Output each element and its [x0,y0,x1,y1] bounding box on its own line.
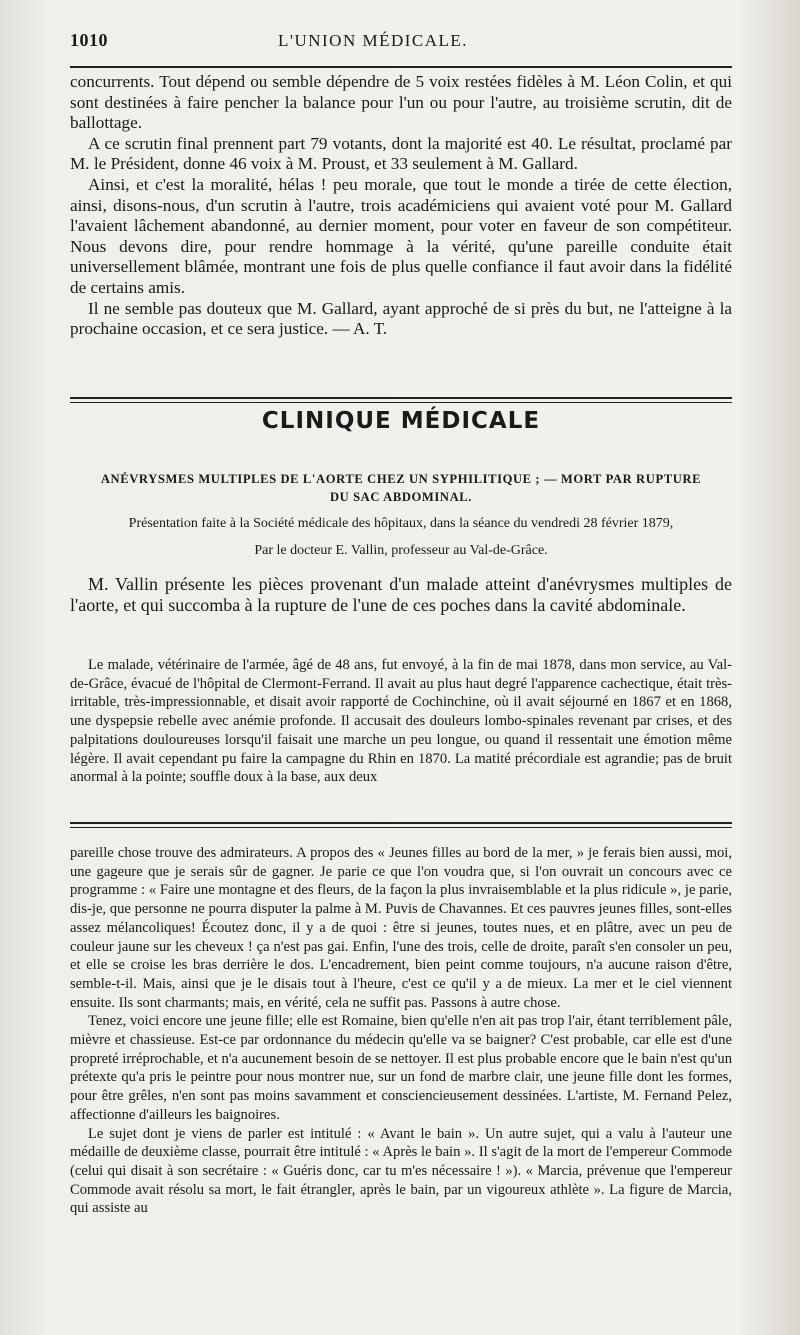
feuilleton-rule [70,822,732,828]
paragraph: Il ne semble pas douteux que M. Gallard, ayant approché de si près du but, ne l'atteigne à la prochaine occasion, et ce sera justice. — A. T. [70,298,732,339]
article-body [70,656,732,787]
paragraph: Ainsi, et c'est la moralité, hélas ! peu morale, que tout le monde a tirée de cette élection, ainsi, disons-nous, d'un scrutin à l'autre, trois académiciens qui avaient voté pour M. Gallard l'avaient lâchement abandonné, au dernier moment, pour voter en faveur de son compétiteur. Nous devons dire, pour rendre hommage à la vérité, qu'une pareille conduite était universellement blâmée, montrant une fois de plus quelle confiance il faut avoir dans la fidélité de certains amis. [70,174,732,297]
lead-paragraph: M. Vallin présente les pièces provenant d'un malade atteint d'anévrysmes multiples de l'aorte, et qui succomba à la rupture de l'une de ces poches dans la cavité abdominale. [70,574,732,615]
paragraph: Tenez, voici encore une jeune fille; elle est Romaine, bien qu'elle n'en ait pas trop l'air, étant terriblement pâle, mièvre et chassieuse. Est-ce par ordonnance du médecin qu'elle va se baigner? C'est probable, car elle est d'une propreté irréprochable, et n'a aucunement besoin de se nettoyer. Il est plus probable encore que le bain n'est qu'un prétexte qu'a pris le peintre pour nous montrer nue, sur un fond de marbre clair, une jeune fille dont les formes, pour être grêles, n'en sont pas moins savamment et consciencieusement dessinées. L'artiste, M. Fernand Pelez, affectionne d'ailleurs les baignoires. [70,1013,732,1123]
section-rule [70,397,732,403]
presentation-note: Présentation faite à la Société médicale des hôpitaux, dans la séance du vendredi 28 février 1879, [128,516,674,531]
article-title-line: DU SAC ABDOMINAL. [329,490,473,504]
paragraph: pareille chose trouve des admirateurs. A propos des « Jeunes filles au bord de la mer, » je ferais bien aussi, moi, une gageure que je serais sûr de gagner. Je parie ce que l'on voudra que, si l'on ouvrait un concours avec ce programme : « Faire une montagne et des fleurs, de la façon la plus invraisemblable et la plus ridicule », je parie, dis-je, que personne ne pourra disputer la palme à M. Puvis de Chavannes. Et ces pauvres jeunes filles, sont-elles assez mélancoliques! Écoutez donc, il y a de quoi : être si jeunes, toutes nues, et en plâtre, avec un peu de couleur jaune sur les cheveux ! ça n'est pas gai. Enfin, l'une des trois, celle de droite, paraît s'en consoler un peu, et elle se croise les bras derrière le dos. L'encadrement, bien peint comme toujours, n'a aucune raison d'être, semble-t-il. Mais, ainsi que je le disais tout à l'heure, c'est ce qu'il y a de mieux. La mer et le ciel viennent ensuite. Ils sont charmants; mais, en vérité, cela ne suffit pas. Passons à autre chose. [70,845,732,1011]
running-header [70,30,732,60]
article-title-line: ANÉVRYSMES MULTIPLES DE L'AORTE CHEZ UN SYPHILITIQUE ; — MORT PAR RUPTURE [100,472,702,486]
paragraph: Le sujet dont je viens de parler est intitulé : « Avant le bain ». Un autre sujet, qui a valu à l'auteur une médaille de deuxième classe, pourrait être intitulé : « Après le bain ». Il s'agit de la mort de l'empereur Commode (celui qui disait à son secrétaire : « Guéris donc, car tu m'es nécessaire ! »). « Marcia, prévenue que l'empereur Commode avait résolu sa mort, le fait étrangler, après le bain, par un vigoureux athlète ». La figure de Marcia, qui assiste au [70,1125,732,1217]
paragraph: A ce scrutin final prennent part 79 votants, dont la majorité est 40. Le résultat, proclamé par M. le Président, donne 46 voix à M. Proust, et 33 seulement à M. Gallard. [70,133,732,174]
article-title [70,470,732,506]
article-lead [70,574,732,615]
paragraph: Le malade, vétérinaire de l'armée, âgé de 48 ans, fut envoyé, à la fin de mai 1878, dans mon service, au Val-de-Grâce, évacué de l'hôpital de Clermont-Ferrand. Il avait au plus haut degré l'apparence cachectique, était très-irritable, très-impressionnable, et disait avoir rapporté de Cochinchine, où il avait séjourné en 1867 et en 1868, une dyspepsie rebelle avec anémie profonde. Il accusait des douleurs lombo-spinales revenant par crises, et des palpitations douloureuses lorsqu'il faisait une marche un peu longue, ou quand il ressentait une émotion même légère. Il avait cependant pu faire la campagne du Rhin en 1870. La matité précordiale est agrandie; pas de bruit anormal à la pointe; souffle doux à la base, aux deux [70,657,732,786]
feuilleton [70,844,732,1218]
page-number: 1010 [70,30,108,50]
paragraph: concurrents. Tout dépend ou semble dépendre de 5 voix restées fidèles à M. Léon Colin, et qui sont destinées à faire pencher la balance pour l'un ou pour l'autre, au troisième scrutin, dit de ballottage. [70,72,732,133]
academy-election-report [70,72,732,340]
journal-title: L'UNION MÉDICALE. [278,31,469,50]
author-line: Par le docteur E. Vallin, professeur au Val-de-Grâce. [254,543,548,558]
header-rule [70,66,732,68]
section-heading: CLINIQUE MÉDICALE [261,408,541,434]
